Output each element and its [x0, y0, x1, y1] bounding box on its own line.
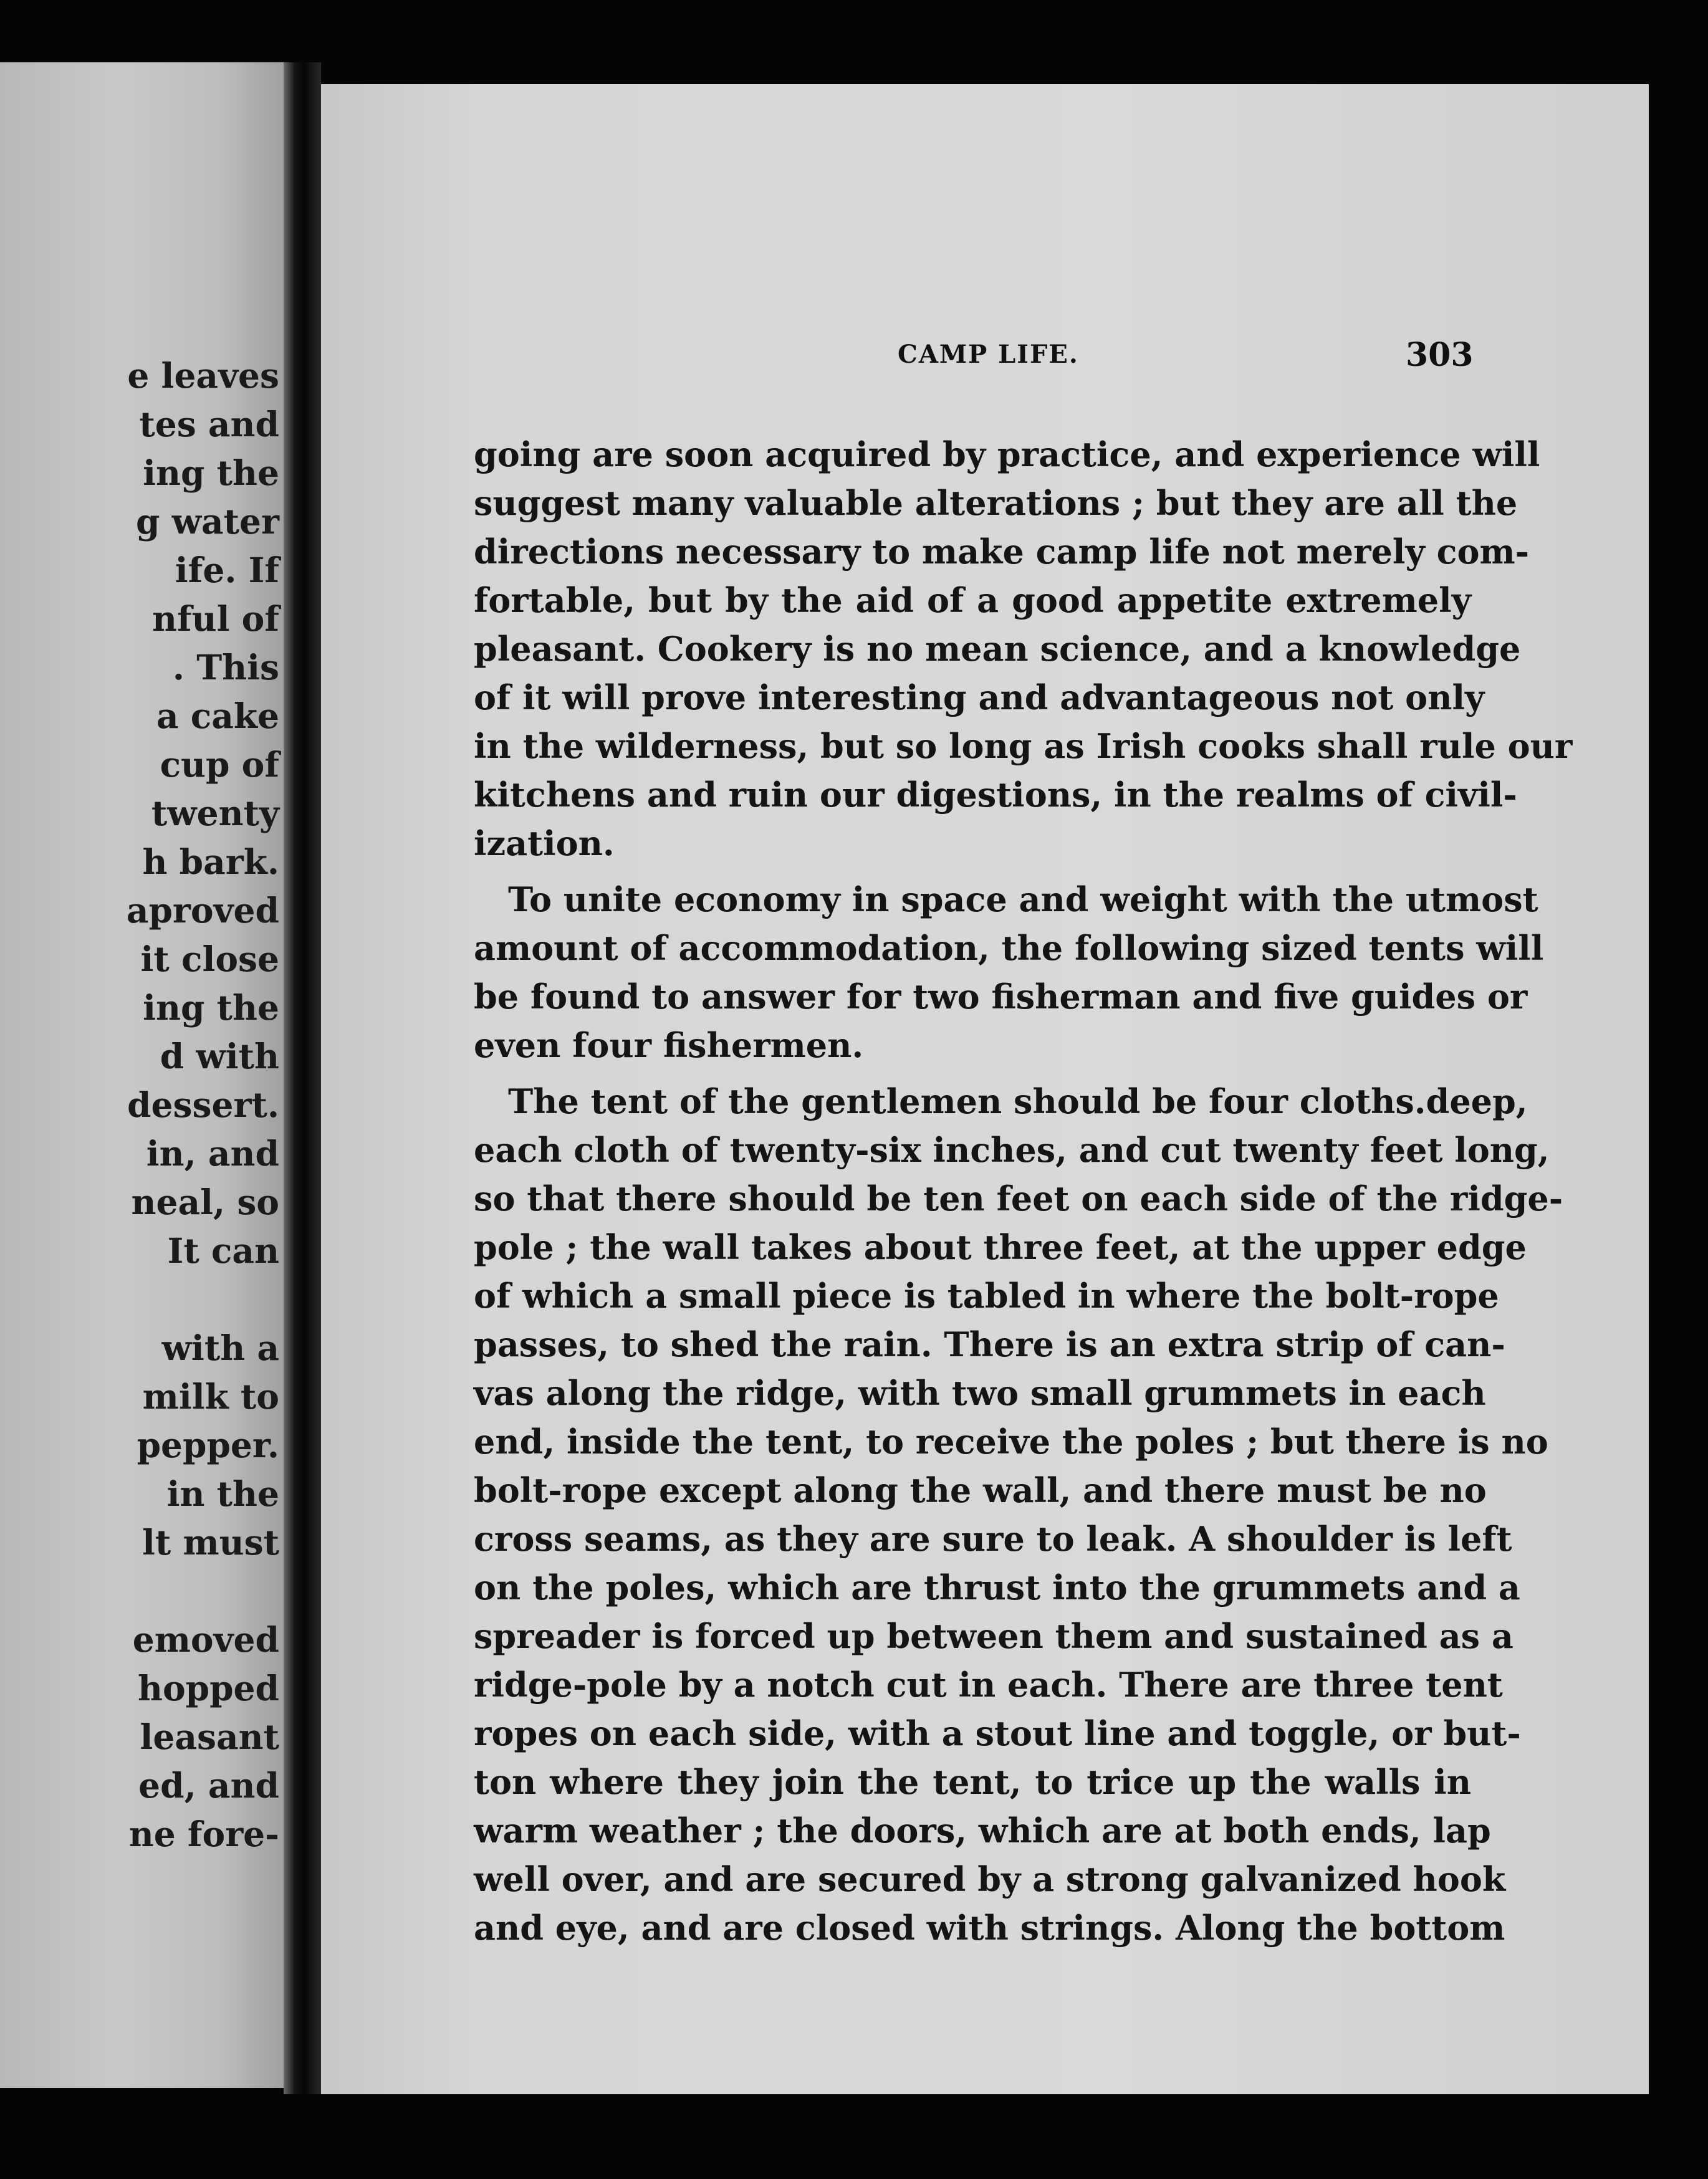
text-line: The tent of the gentlemen should be four cloths.deep,: [508, 1081, 1528, 1121]
text-line: suggest many valuable alterations ; but they are all the: [474, 483, 1518, 523]
text-line: bolt-rope except along the wall, and there must be no: [474, 1470, 1487, 1510]
previous-page-line: neal, so: [131, 1182, 279, 1222]
text-line: well over, and are secured by a strong galvanized hook: [474, 1859, 1506, 1899]
text-line: ization.: [474, 823, 615, 863]
previous-page-line: hopped: [137, 1668, 279, 1708]
scan-bottom-border: [0, 2094, 1708, 2179]
previous-page-line: ne fore-: [128, 1814, 279, 1854]
text-line: in the wilderness, but so long as Irish cooks shall rule our: [474, 726, 1573, 766]
previous-page-line: emoved: [132, 1619, 279, 1660]
text-line: of which a small piece is tabled in where the bolt-rope: [474, 1276, 1499, 1316]
text-line: each cloth of twenty-six inches, and cut twenty feet long,: [474, 1130, 1550, 1170]
previous-page-line: leasant: [140, 1717, 279, 1757]
previous-page-line: aproved: [126, 890, 279, 931]
previous-page-line: a cake: [156, 696, 279, 736]
previous-page-line: twenty: [151, 793, 279, 833]
text-line: fortable, but by the aid of a good appetite extremely: [474, 580, 1471, 620]
text-line: kitchens and ruin our digestions, in the realms of civil-: [474, 775, 1517, 815]
text-line: on the poles, which are thrust into the grummets and a: [474, 1568, 1520, 1607]
paragraph-gap: [474, 1070, 1471, 1077]
text-line: going are soon acquired by practice, and experience will: [474, 434, 1540, 474]
previous-page-line: with a: [161, 1328, 279, 1368]
previous-page-line: nful of: [151, 598, 279, 639]
previous-page-line: ing the: [143, 987, 279, 1028]
previous-page-line: milk to: [142, 1376, 279, 1417]
previous-page-line: tes and: [139, 404, 279, 444]
previous-page-line: g water: [136, 501, 279, 542]
text-line: amount of accommodation, the following sized tents will: [474, 928, 1544, 968]
previous-page-line: It can: [167, 1230, 279, 1271]
text-line: be found to answer for two fisherman and five guides or: [474, 977, 1528, 1017]
running-head: [321, 336, 1649, 377]
previous-page-line: d with: [160, 1036, 279, 1076]
previous-page-fragment: [0, 62, 293, 2088]
text-line: of it will prove interesting and advantageous not only: [474, 678, 1485, 717]
previous-page-line: it close: [140, 939, 279, 979]
previous-page-line: ife. If: [175, 550, 279, 590]
text-line: pleasant. Cookery is no mean science, and a knowledge: [474, 629, 1521, 669]
text-line: end, inside the tent, to receive the poles ; but there is no: [474, 1422, 1548, 1462]
text-line: vas along the ridge, with two small grummets in each: [474, 1373, 1486, 1413]
text-line: and eye, and are closed with strings. Along the bottom: [474, 1908, 1505, 1948]
running-title: CAMP LIFE.: [898, 340, 1079, 369]
text-line: pole ; the wall takes about three feet, at the upper edge: [474, 1227, 1527, 1267]
text-line: ropes on each side, with a stout line and toggle, or but-: [474, 1713, 1521, 1753]
text-line: spreader is forced up between them and sustained as a: [474, 1616, 1514, 1656]
text-line: To unite economy in space and weight with the utmost: [508, 879, 1538, 919]
previous-page-line: h bark.: [142, 841, 279, 882]
previous-page-line: ing the: [143, 453, 279, 493]
text-line: cross seams, as they are sure to leak. A shoulder is left: [474, 1519, 1512, 1559]
text-line: even four fishermen.: [474, 1025, 864, 1065]
text-line: passes, to shed the rain. There is an extra strip of can-: [474, 1324, 1505, 1364]
previous-page-line: . This: [172, 647, 279, 687]
text-line: directions necessary to make camp life not merely com-: [474, 532, 1530, 572]
previous-page-line: dessert.: [127, 1085, 279, 1125]
previous-page-line: lt must: [142, 1522, 279, 1563]
previous-page-line: cup of: [160, 744, 279, 785]
previous-page-line: e leaves: [127, 355, 279, 396]
book-page: [321, 84, 1649, 2094]
text-line: ridge-pole by a notch cut in each. There are three tent: [474, 1665, 1503, 1705]
previous-page-line: in the: [166, 1473, 279, 1514]
text-line: so that there should be ten feet on each side of the ridge-: [474, 1179, 1563, 1219]
previous-page-line: ed, and: [138, 1765, 279, 1806]
text-line: warm weather ; the doors, which are at both ends, lap: [474, 1811, 1491, 1851]
previous-page-line: pepper.: [137, 1425, 279, 1465]
page-body-text: [474, 430, 1573, 1952]
page-number: 303: [1406, 336, 1474, 374]
text-line: ton where they join the tent, to trice up the walls in: [474, 1762, 1471, 1802]
previous-page-line: in, and: [146, 1133, 279, 1174]
paragraph-gap: [474, 868, 1471, 875]
book-gutter: [284, 62, 321, 2119]
